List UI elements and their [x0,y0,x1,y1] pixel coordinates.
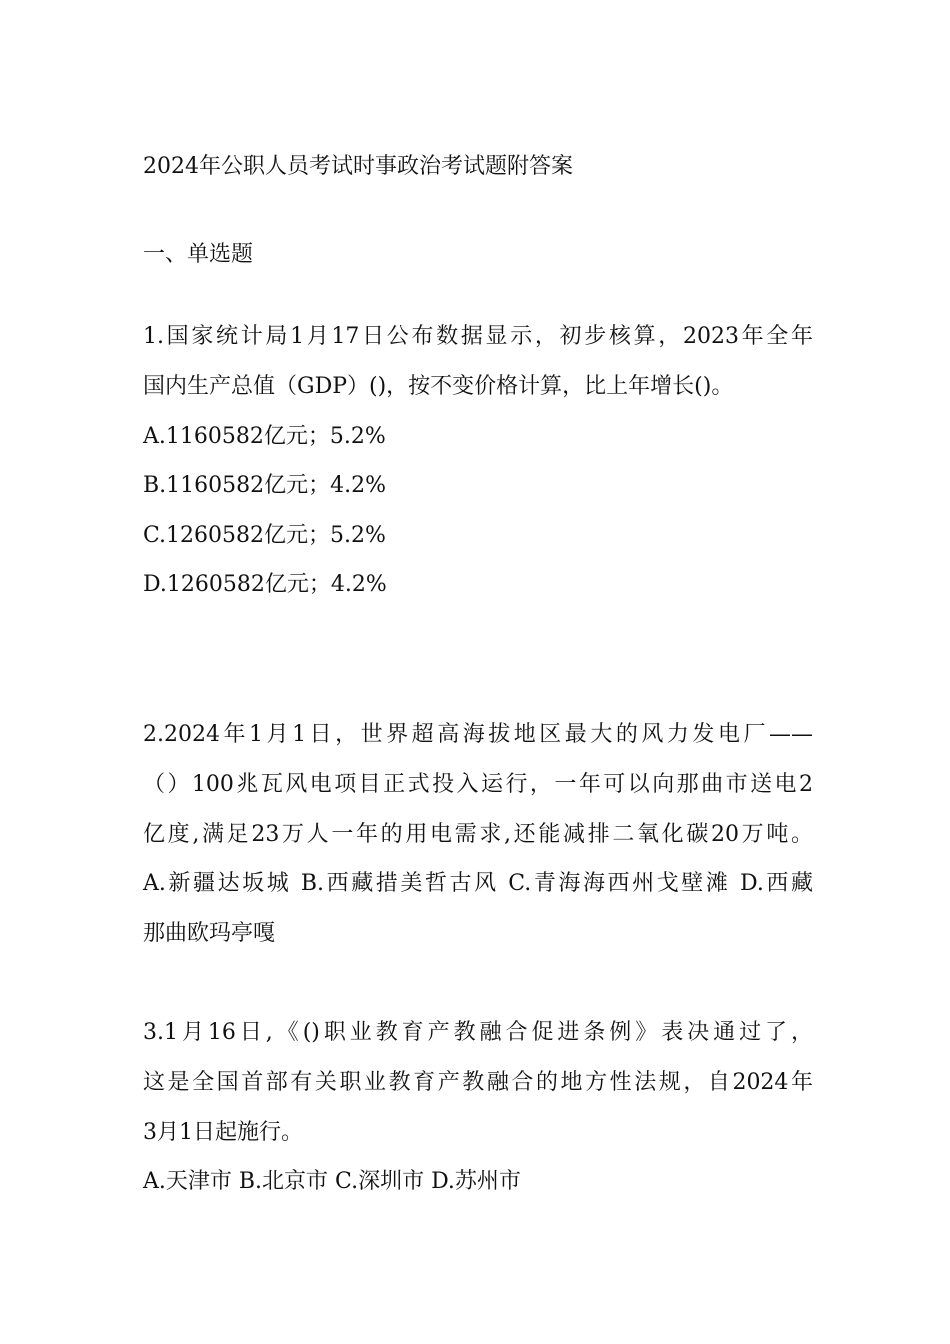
question-3-text-line-3: 3月1日起施行。 [143,1120,303,1145]
question-2-text-line-3: 亿度,满足23万人一年的用电需求,还能减排二氧化碳20万吨。 [143,822,813,847]
question-1-option-d: D.1260582亿元；4.2% [143,572,387,597]
question-2-options-line-1: A.新疆达坂城 B.西藏措美哲古风 C.青海海西州戈壁滩 D.西藏 [143,871,813,896]
document-title: 2024年公职人员考试时事政治考试题附答案 [143,154,573,179]
question-1-option-b: B.1160582亿元；4.2% [143,473,387,498]
question-1-option-c: C.1260582亿元；5.2% [143,523,386,548]
question-1-text-line-2: 国内生产总值（GDP）()，按不变价格计算，比上年增长()。 [143,374,734,399]
question-3-text-line-1: 3.1月16日,《()职业教育产教融合促进条例》表决通过了， [143,1020,813,1045]
question-3-options: A.天津市 B.北京市 C.深圳市 D.苏州市 [143,1169,521,1194]
question-3-text-line-2: 这是全国首部有关职业教育产教融合的地方性法规，自2024年 [143,1070,813,1095]
question-2-options-line-2: 那曲欧玛亭嘎 [143,921,276,946]
question-2-text-line-1: 2.2024年1月1日，世界超高海拔地区最大的风力发电厂—— [143,722,813,747]
question-1-option-a: A.1160582亿元；5.2% [143,424,386,449]
question-2-text-line-2: （）100兆瓦风电项目正式投入运行，一年可以向那曲市送电2 [143,772,813,797]
question-1-text-line-1: 1.国家统计局1月17日公布数据显示，初步核算，2023年全年 [143,324,813,349]
section-heading: 一、单选题 [143,242,254,267]
